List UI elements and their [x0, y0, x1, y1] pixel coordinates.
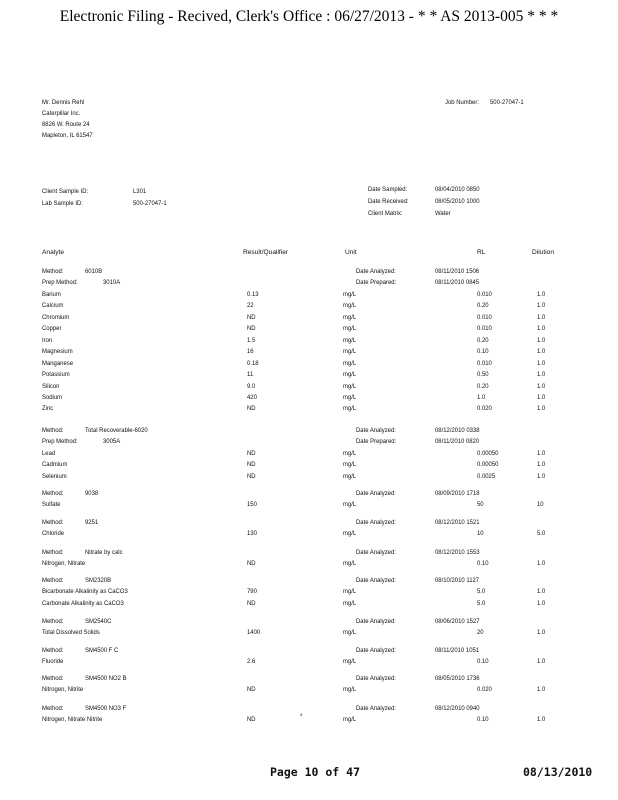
dilution: 1.0: [537, 629, 546, 637]
dilution: 1.0: [537, 336, 546, 344]
analyte-name: Lead: [42, 449, 56, 457]
analyte-name: Copper: [42, 325, 62, 333]
lab-sample-id: 500-27047-1: [133, 200, 167, 207]
analyte-name: Nitrogen, Nitrate Nitrite: [42, 716, 103, 724]
dilution: 1.0: [537, 393, 546, 401]
reporting-limit: 0.010: [477, 290, 492, 298]
reporting-limit: 50: [477, 501, 484, 509]
dilution: 1.0: [537, 348, 546, 356]
date-analyzed: 08/06/2010 1527: [435, 618, 480, 625]
method-name: Total Recoverable-6020: [85, 427, 148, 434]
method-label: Method:: [42, 519, 64, 526]
date-analyzed-label: Date Analyzed:: [356, 705, 396, 712]
result-value: ND: [247, 560, 256, 568]
analyte-name: Silicon: [42, 382, 60, 390]
unit: mg/L: [343, 588, 357, 596]
unit: mg/L: [343, 560, 357, 568]
dilution: 1.0: [537, 588, 546, 596]
date-analyzed-label: Date Analyzed:: [356, 577, 396, 584]
result-value: ND: [247, 449, 256, 457]
date-analyzed-label: Date Analyzed:: [356, 549, 396, 556]
result-value: 2.6: [247, 658, 256, 666]
analyte-name: Calcium: [42, 302, 64, 310]
method-name: 6010B: [85, 268, 103, 275]
col-unit: Unit: [345, 249, 357, 256]
address-line: Mapleton, IL 61547: [42, 132, 93, 139]
unit: mg/L: [343, 629, 357, 637]
dilution: 1.0: [537, 405, 546, 413]
date-prepared-label: Date Prepared:: [356, 438, 397, 446]
analyte-name: Carbonate Alkalinity as CaCO3: [42, 599, 124, 607]
unit: mg/L: [343, 382, 357, 390]
result-value: ND: [247, 405, 256, 413]
method-name: SM4500 F C: [85, 647, 119, 654]
address-line: Caterpillar Inc.: [42, 110, 81, 117]
analyte-name: Barium: [42, 290, 61, 298]
dilution: 1.0: [537, 313, 546, 321]
qualifier-flag: *: [300, 713, 303, 721]
dilution: 1.0: [537, 290, 546, 298]
analyte-name: Cadmium: [42, 461, 68, 469]
analyte-name: Selenium: [42, 472, 67, 480]
unit: mg/L: [343, 405, 357, 413]
result-value: ND: [247, 325, 256, 333]
reporting-limit: 0.10: [477, 560, 489, 568]
filing-header: Electronic Filing - Recived, Clerk's Office : 06/27/2013 - * * AS 2013-005 * * *: [59, 8, 559, 25]
date-sampled-label: Date Sampled:: [368, 186, 408, 193]
unit: mg/L: [343, 325, 357, 333]
reporting-limit: 0.10: [477, 716, 489, 724]
unit: mg/L: [343, 393, 357, 401]
analyte-name: Fluoride: [42, 658, 64, 666]
unit: mg/L: [343, 716, 357, 724]
col-dilution: Dilution: [532, 249, 554, 256]
col-analyte: Analyte: [42, 249, 64, 256]
analyte-name: Total Dissolved Solids: [42, 629, 100, 637]
unit: mg/L: [343, 658, 357, 666]
unit: mg/L: [343, 302, 357, 310]
unit: mg/L: [343, 359, 357, 367]
method-label: Method:: [42, 618, 64, 625]
dilution: 1.0: [537, 382, 546, 390]
prep-method: 3005A: [103, 438, 121, 446]
date-analyzed-label: Date Analyzed:: [356, 647, 396, 654]
date-analyzed: 08/05/2010 1736: [435, 675, 480, 682]
method-label: Method:: [42, 675, 64, 682]
dilution: 1.0: [537, 302, 546, 310]
method-label: Method:: [42, 549, 64, 556]
date-analyzed-label: Date Analyzed:: [356, 427, 396, 434]
prep-method-label: Prep Method:: [42, 438, 78, 446]
analyte-name: Iron: [42, 336, 53, 344]
date-prepared-label: Date Prepared:: [356, 279, 397, 287]
result-value: ND: [247, 461, 256, 469]
unit: mg/L: [343, 686, 357, 694]
analyte-name: Bicarbonate Alkalinity as CaCO3: [42, 588, 128, 596]
unit: mg/L: [343, 336, 357, 344]
method-label: Method:: [42, 705, 64, 712]
unit: mg/L: [343, 461, 357, 469]
date-prepared: 08/11/2010 0845: [435, 279, 480, 287]
analyte-name: Manganese: [42, 359, 74, 367]
analyte-name: Sulfate: [42, 501, 61, 509]
date-received-label: Date Received:: [368, 198, 409, 205]
analyte-name: Potassium: [42, 371, 70, 379]
unit: mg/L: [343, 290, 357, 298]
result-value: ND: [247, 313, 256, 321]
client-matrix: Water: [435, 210, 451, 217]
client-sample-id-label: Client Sample ID:: [42, 188, 89, 195]
result-value: ND: [247, 686, 256, 694]
result-value: 9.0: [247, 382, 256, 390]
method-label: Method:: [42, 268, 64, 275]
unit: mg/L: [343, 348, 357, 356]
result-value: 0.18: [247, 359, 259, 367]
unit: mg/L: [343, 313, 357, 321]
date-analyzed-label: Date Analyzed:: [356, 519, 396, 526]
result-value: 130: [247, 530, 257, 538]
reporting-limit: 10: [477, 530, 484, 538]
date-analyzed-label: Date Analyzed:: [356, 618, 396, 625]
analyte-name: Nitrogen, Nitrate: [42, 560, 86, 568]
unit: mg/L: [343, 449, 357, 457]
date-analyzed: 08/12/2010 1521: [435, 519, 480, 526]
reporting-limit: 0.20: [477, 336, 489, 344]
reporting-limit: 0.020: [477, 686, 492, 694]
reporting-limit: 5.0: [477, 599, 486, 607]
reporting-limit: 0.00050: [477, 461, 499, 469]
analyte-name: Chromium: [42, 313, 70, 321]
method-name: SM4500 NO3 F: [85, 705, 127, 712]
dilution: 1.0: [537, 472, 546, 480]
reporting-limit: 0.010: [477, 359, 492, 367]
date-analyzed: 08/11/2010 1506: [435, 268, 480, 275]
date-analyzed-label: Date Analyzed:: [356, 675, 396, 682]
analyte-name: Magnesium: [42, 348, 73, 356]
result-value: 150: [247, 501, 257, 509]
dilution: 1.0: [537, 359, 546, 367]
col-result-qualifier: Result/Qualifier: [243, 249, 289, 256]
method-name: 9038: [85, 490, 99, 497]
reporting-limit: 0.020: [477, 405, 492, 413]
address-line: Mr. Dennis Rehl: [42, 99, 85, 106]
unit: mg/L: [343, 599, 357, 607]
analyte-name: Sodium: [42, 393, 63, 401]
method-label: Method:: [42, 647, 64, 654]
unit: mg/L: [343, 530, 357, 538]
dilution: 1.0: [537, 686, 546, 694]
unit: mg/L: [343, 371, 357, 379]
method-name: 9251: [85, 519, 99, 526]
dilution: 5.0: [537, 530, 546, 538]
reporting-limit: 0.00050: [477, 449, 499, 457]
date-analyzed: 08/12/2010 1553: [435, 549, 480, 556]
reporting-limit: 0.10: [477, 348, 489, 356]
analyte-name: Chloride: [42, 530, 65, 538]
result-value: 22: [247, 302, 254, 310]
result-value: 1400: [247, 629, 261, 637]
unit: mg/L: [343, 501, 357, 509]
reporting-limit: 0.50: [477, 371, 489, 379]
address-line: 8826 W. Route 24: [42, 121, 90, 128]
result-value: ND: [247, 472, 256, 480]
dilution: 1.0: [537, 560, 546, 568]
method-label: Method:: [42, 577, 64, 584]
result-value: 11: [247, 371, 254, 379]
reporting-limit: 5.0: [477, 588, 486, 596]
result-value: 1.5: [247, 336, 256, 344]
prep-method: 3010A: [103, 279, 121, 287]
col-rl: RL: [477, 249, 486, 256]
reporting-limit: 0.0025: [477, 472, 496, 480]
dilution: 1.0: [537, 658, 546, 666]
lab-sample-id-label: Lab Sample ID:: [42, 200, 83, 207]
date-analyzed-label: Date Analyzed:: [356, 490, 396, 497]
dilution: 10: [537, 501, 544, 509]
dilution: 1.0: [537, 599, 546, 607]
report-date: 08/13/2010: [523, 765, 593, 779]
date-received: 08/05/2010 1000: [435, 198, 480, 205]
reporting-limit: 0.010: [477, 313, 492, 321]
dilution: 1.0: [537, 716, 546, 724]
date-analyzed: 08/12/2010 0338: [435, 427, 480, 434]
reporting-limit: 0.010: [477, 325, 492, 333]
method-name: SM2540C: [85, 618, 112, 625]
date-analyzed: 08/11/2010 1051: [435, 647, 480, 654]
reporting-limit: 0.20: [477, 302, 489, 310]
dilution: 1.0: [537, 461, 546, 469]
method-label: Method:: [42, 427, 64, 434]
date-sampled: 08/04/2010 0850: [435, 186, 480, 193]
analyte-name: Zinc: [42, 405, 54, 413]
analyte-name: Nitrogen, Nitrite: [42, 686, 84, 694]
date-analyzed: 08/12/2010 0940: [435, 705, 480, 712]
method-label: Method:: [42, 490, 64, 497]
prep-method-label: Prep Method:: [42, 279, 78, 287]
result-value: ND: [247, 599, 256, 607]
client-matrix-label: Client Matrix:: [368, 210, 403, 217]
result-value: 420: [247, 393, 257, 401]
unit: mg/L: [343, 472, 357, 480]
reporting-limit: 0.10: [477, 658, 489, 666]
method-name: SM4500 NO2 B: [85, 675, 127, 682]
result-value: 790: [247, 588, 257, 596]
dilution: 1.0: [537, 371, 546, 379]
dilution: 1.0: [537, 325, 546, 333]
page-number: Page 10 of 47: [270, 765, 361, 779]
reporting-limit: 20: [477, 629, 484, 637]
result-value: 16: [247, 348, 254, 356]
date-prepared: 08/11/2010 0820: [435, 438, 480, 446]
reporting-limit: 0.20: [477, 382, 489, 390]
method-name: SM2320B: [85, 577, 112, 584]
date-analyzed: 08/10/2010 1127: [435, 577, 480, 584]
reporting-limit: 1.0: [477, 393, 486, 401]
method-name: Nitrate by calc: [85, 549, 123, 556]
date-analyzed-label: Date Analyzed:: [356, 268, 396, 275]
date-analyzed: 08/09/2010 1718: [435, 490, 480, 497]
dilution: 1.0: [537, 449, 546, 457]
result-value: 0.13: [247, 290, 259, 298]
job-number-label: Job Number:: [445, 99, 479, 106]
result-value: ND: [247, 716, 256, 724]
client-sample-id: L301: [133, 188, 147, 195]
job-number: 500-27047-1: [490, 99, 524, 106]
